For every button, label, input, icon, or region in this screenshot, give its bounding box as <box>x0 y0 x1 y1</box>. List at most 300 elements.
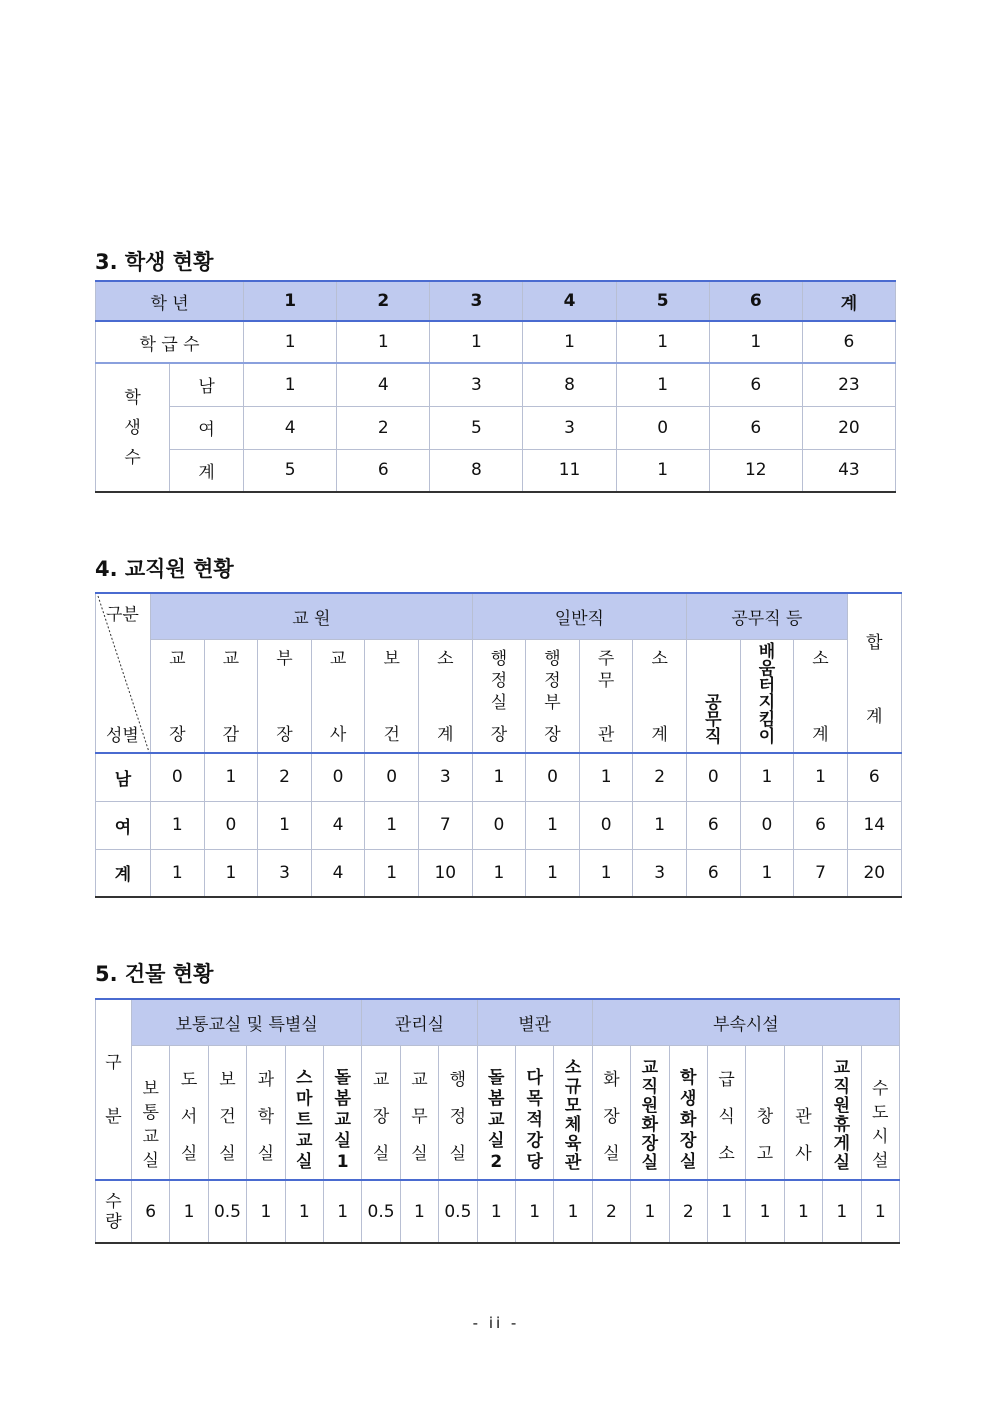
header-char: 사 <box>795 1144 812 1164</box>
header-char: 관 <box>795 1107 812 1127</box>
header-char: 모 <box>564 1096 582 1116</box>
staff-subheader-row <box>96 639 902 753</box>
table-cell: 1 <box>784 1180 822 1243</box>
header-char: 계 <box>812 725 829 745</box>
header-char: 원 <box>833 1096 851 1116</box>
building-col-header <box>515 1045 553 1180</box>
header-char: 교 <box>411 1070 428 1090</box>
header-char: 수 <box>872 1079 889 1099</box>
header-char: 주 <box>597 648 615 669</box>
header-char: 건 <box>383 725 400 745</box>
class-count-label: 학 급 수 <box>96 321 244 363</box>
header-char: 터 <box>758 676 776 696</box>
header-char: 사 <box>329 725 347 745</box>
col-header-bottom <box>687 695 740 746</box>
table-cell: 6 <box>794 801 848 849</box>
table-cell: 3 <box>633 849 687 897</box>
table-cell: 0 <box>526 753 580 801</box>
col-header-bottom <box>580 724 633 746</box>
header-char: 2 <box>490 1152 503 1172</box>
label-char: 수 <box>105 1191 122 1212</box>
header-total: 계 <box>802 281 895 321</box>
corner-char: 구 <box>105 1052 122 1073</box>
table-cell: 8 <box>430 449 523 492</box>
group-admin: 관리실 <box>362 999 477 1045</box>
table-cell: 1 <box>151 849 205 897</box>
header-char: 실 <box>372 1144 390 1164</box>
col-header-top <box>151 648 204 670</box>
building-col-header <box>170 1045 208 1180</box>
table-cell: 1 <box>554 1180 592 1243</box>
table-cell: 1 <box>400 1180 438 1243</box>
label-char: 수 <box>124 447 141 468</box>
table-row <box>96 801 902 849</box>
header-char: 창 <box>756 1107 774 1127</box>
group-facilities: 부속시설 <box>592 999 899 1045</box>
table-cell: 0 <box>579 801 633 849</box>
col-header-bottom <box>741 644 794 746</box>
header-char: 실 <box>411 1144 428 1164</box>
table-cell: 0.5 <box>208 1180 246 1243</box>
header-char: 설 <box>872 1151 889 1171</box>
row-label-total: 계 <box>170 449 244 492</box>
students-label <box>96 363 170 492</box>
col-header-bottom <box>526 724 579 746</box>
building-col-header <box>554 1045 592 1180</box>
header-char: 교 <box>334 1110 351 1130</box>
header-char: 장 <box>372 1107 390 1127</box>
header-char: 계 <box>437 725 454 745</box>
header-char: 장 <box>680 1131 697 1151</box>
table-cell: 14 <box>847 801 901 849</box>
row-label-male: 남 <box>170 363 244 406</box>
staff-col-header <box>472 639 526 753</box>
header-char: 통 <box>142 1103 159 1123</box>
building-corner <box>96 999 132 1180</box>
table-row <box>96 753 902 801</box>
header-char: 소 <box>718 1144 735 1164</box>
table-cell: 0 <box>311 753 365 801</box>
table-cell: 3 <box>418 753 472 801</box>
header-char: 교 <box>833 1058 851 1078</box>
col-header-top <box>258 648 311 670</box>
col-header-top <box>419 648 472 670</box>
staff-col-header <box>687 639 741 753</box>
header-grade-6: 6 <box>709 281 802 321</box>
table-cell: 1 <box>170 1180 208 1243</box>
building-group-row <box>96 999 900 1045</box>
table-cell: 0 <box>687 753 741 801</box>
table-cell: 1 <box>477 1180 515 1243</box>
header-char: 트 <box>296 1110 313 1130</box>
table-cell: 1 <box>258 801 312 849</box>
staff-col-header <box>740 639 794 753</box>
table-cell: 1 <box>151 801 205 849</box>
header-char: 교 <box>142 1127 159 1147</box>
header-char: 무 <box>411 1107 428 1127</box>
section-3-title: 3. 학생 현황 <box>95 250 214 274</box>
building-qty-row <box>96 1180 900 1243</box>
table-cell: 1 <box>365 849 419 897</box>
header-char: 원 <box>641 1096 659 1116</box>
header-grade-1: 1 <box>244 281 337 321</box>
table-cell: 0.5 <box>439 1180 477 1243</box>
class-count-row <box>96 321 896 363</box>
header-char: 규 <box>564 1077 582 1097</box>
header-char: 직 <box>641 1077 659 1097</box>
table-cell: 1 <box>523 321 616 363</box>
header-char: 행 <box>544 648 561 669</box>
table-cell: 4 <box>311 849 365 897</box>
header-char: 무 <box>705 710 722 730</box>
header-char: 실 <box>334 1131 351 1151</box>
header-char: 돌 <box>334 1068 351 1088</box>
corner-top-label: 구분 <box>106 605 139 625</box>
table-cell: 23 <box>802 363 895 406</box>
staff-col-header <box>311 639 365 753</box>
table-cell: 1 <box>633 801 687 849</box>
table-cell: 1 <box>579 753 633 801</box>
staff-col-header <box>526 639 580 753</box>
col-header-bottom <box>794 724 847 746</box>
col-header-top <box>312 648 365 670</box>
table-cell: 1 <box>204 753 258 801</box>
staff-col-header <box>365 639 419 753</box>
table-cell: 1 <box>472 849 526 897</box>
header-char: 봄 <box>334 1089 351 1109</box>
header-char: 학 <box>680 1068 697 1088</box>
header-char: 직 <box>705 727 722 747</box>
building-col-header <box>823 1045 861 1180</box>
table-cell: 0.5 <box>362 1180 400 1243</box>
table-row <box>96 406 896 449</box>
header-char: 건 <box>219 1107 236 1127</box>
header-char: 교 <box>222 648 240 669</box>
header-char: 실 <box>833 1153 851 1173</box>
col-header-bottom <box>151 724 204 746</box>
header-grade: 학 년 <box>96 281 244 321</box>
building-col-header <box>208 1045 246 1180</box>
col-header-top <box>365 648 418 670</box>
table-cell: 1 <box>323 1180 361 1243</box>
row-label: 남 <box>96 753 151 801</box>
building-col-header <box>669 1045 707 1180</box>
header-char: 부 <box>544 692 561 713</box>
section-4-title: 4. 교직원 현황 <box>95 557 234 581</box>
table-cell: 0 <box>472 801 526 849</box>
table-cell: 6 <box>132 1180 170 1243</box>
col-header-bottom <box>312 724 365 746</box>
header-char: 무 <box>597 670 615 691</box>
building-col-header <box>323 1045 361 1180</box>
table-cell: 1 <box>244 363 337 406</box>
header-char: 장 <box>544 725 561 745</box>
table-cell: 5 <box>430 406 523 449</box>
table-cell: 10 <box>418 849 472 897</box>
header-char: 급 <box>718 1070 735 1090</box>
table-cell: 3 <box>523 406 616 449</box>
table-cell: 4 <box>311 801 365 849</box>
header-char: 소 <box>812 648 829 669</box>
header-grade-5: 5 <box>616 281 709 321</box>
header-char: 휴 <box>833 1115 851 1135</box>
header-char: 실 <box>257 1144 275 1164</box>
table-cell: 6 <box>687 849 741 897</box>
header-char: 보 <box>142 1079 159 1099</box>
staff-col-header <box>579 639 633 753</box>
col-header-bottom <box>633 724 686 746</box>
label-char: 생 <box>124 417 141 438</box>
header-char: 지 <box>758 693 776 713</box>
header-char: 학 <box>257 1107 275 1127</box>
header-char: 장 <box>276 725 293 745</box>
header-char: 실 <box>680 1152 697 1172</box>
header-char: 보 <box>383 648 400 669</box>
table-row <box>96 849 902 897</box>
page-number: - ii - <box>472 1314 520 1332</box>
table-cell: 0 <box>365 753 419 801</box>
header-char: 교 <box>329 648 347 669</box>
table-cell: 1 <box>707 1180 745 1243</box>
table-cell: 6 <box>709 363 802 406</box>
header-char: 교 <box>372 1070 390 1090</box>
group-teachers: 교 원 <box>151 593 473 639</box>
header-char: 실 <box>449 1144 467 1164</box>
table-cell: 1 <box>740 849 794 897</box>
building-col-header <box>746 1045 784 1180</box>
col-header-top <box>633 648 686 670</box>
header-char: 당 <box>526 1152 543 1172</box>
table-cell: 2 <box>633 753 687 801</box>
table-cell: 2 <box>669 1180 707 1243</box>
label-char: 량 <box>105 1211 122 1232</box>
header-char: 부 <box>276 648 293 669</box>
header-char: 식 <box>718 1107 735 1127</box>
group-general: 일반직 <box>472 593 686 639</box>
table-cell: 0 <box>740 801 794 849</box>
header-char: 교 <box>488 1110 505 1130</box>
col-header-bottom <box>365 724 418 746</box>
staff-col-header <box>633 639 687 753</box>
header-char: 소 <box>437 648 454 669</box>
table-cell: 1 <box>740 753 794 801</box>
building-column-row <box>96 1045 900 1180</box>
building-table <box>95 998 900 1244</box>
header-grade-3: 3 <box>430 281 523 321</box>
table-cell: 0 <box>616 406 709 449</box>
header-char: 배 <box>758 642 776 662</box>
col-header-bottom <box>419 724 472 746</box>
building-col-header <box>784 1045 822 1180</box>
staff-col-header <box>258 639 312 753</box>
header-char: 봄 <box>488 1089 505 1109</box>
table-cell: 4 <box>244 406 337 449</box>
table-cell: 1 <box>472 753 526 801</box>
table-cell: 1 <box>515 1180 553 1243</box>
building-col-header <box>631 1045 669 1180</box>
group-classrooms: 보통교실 및 특별실 <box>132 999 362 1045</box>
header-char: 실 <box>180 1144 198 1164</box>
header-char: 교 <box>169 648 186 669</box>
table-cell: 2 <box>337 406 430 449</box>
student-table <box>95 280 896 493</box>
header-char: 체 <box>564 1115 582 1135</box>
building-col-header <box>285 1045 323 1180</box>
section-5-title: 5. 건물 현황 <box>95 962 214 986</box>
group-annex: 별관 <box>477 999 592 1045</box>
table-cell: 3 <box>430 363 523 406</box>
table-cell: 1 <box>244 321 337 363</box>
table-cell: 11 <box>523 449 616 492</box>
table-cell: 7 <box>418 801 472 849</box>
building-col-header <box>132 1045 170 1180</box>
header-char: 정 <box>490 670 508 691</box>
header-char: 장 <box>603 1107 620 1127</box>
building-col-header <box>707 1045 745 1180</box>
table-cell: 5 <box>244 449 337 492</box>
table-cell: 0 <box>204 801 258 849</box>
header-char: 보 <box>219 1070 236 1090</box>
table-cell: 1 <box>709 321 802 363</box>
staff-corner <box>96 593 151 753</box>
table-cell: 1 <box>204 849 258 897</box>
building-col-header <box>247 1045 285 1180</box>
header-char: 계 <box>651 725 668 745</box>
header-char: 이 <box>758 727 776 747</box>
staff-col-header <box>794 639 848 753</box>
col-header-top <box>473 648 526 714</box>
staff-header-row <box>96 593 902 639</box>
header-char: 고 <box>756 1144 774 1164</box>
header-char: 시 <box>872 1127 889 1147</box>
table-cell: 6 <box>337 449 430 492</box>
col-header-top <box>580 648 633 692</box>
header-char: 실 <box>142 1151 159 1171</box>
header-char: 강 <box>526 1131 543 1151</box>
header-char: 행 <box>490 648 508 669</box>
header-char: 도 <box>180 1070 198 1090</box>
header-char: 실 <box>603 1144 620 1164</box>
table-cell: 1 <box>794 753 848 801</box>
header-char: 공 <box>705 693 722 713</box>
col-header-bottom <box>205 724 258 746</box>
header-grade-2: 2 <box>337 281 430 321</box>
table-row <box>96 363 896 406</box>
building-col-header <box>400 1045 438 1180</box>
header-char: 장 <box>169 725 186 745</box>
header-char: 교 <box>641 1058 659 1078</box>
header-char: 도 <box>872 1103 889 1123</box>
table-row <box>96 449 896 492</box>
header-char: 실 <box>296 1152 313 1172</box>
row-label-female: 여 <box>170 406 244 449</box>
table-cell: 43 <box>802 449 895 492</box>
table-cell: 1 <box>616 449 709 492</box>
header-char: 생 <box>680 1089 697 1109</box>
header-char: 과 <box>257 1070 275 1090</box>
total-top-label: 합 <box>866 633 883 653</box>
col-header-bottom <box>473 724 526 746</box>
header-char: 움 <box>758 659 776 679</box>
table-cell: 20 <box>802 406 895 449</box>
label-char: 학 <box>124 387 141 408</box>
header-char: 관 <box>564 1153 582 1173</box>
staff-total-header <box>847 593 901 753</box>
staff-col-header <box>204 639 258 753</box>
header-char: 육 <box>564 1134 582 1154</box>
row-label: 여 <box>96 801 151 849</box>
corner-char: 분 <box>105 1106 122 1127</box>
table-cell: 1 <box>616 321 709 363</box>
header-char: 게 <box>833 1134 851 1154</box>
staff-col-header <box>151 639 205 753</box>
table-cell: 2 <box>258 753 312 801</box>
header-char: 직 <box>833 1077 851 1097</box>
table-cell: 1 <box>861 1180 899 1243</box>
header-char: 돌 <box>488 1068 505 1088</box>
table-cell: 2 <box>592 1180 630 1243</box>
header-char: 실 <box>219 1144 236 1164</box>
header-char: 적 <box>526 1110 543 1130</box>
staff-table <box>95 592 902 898</box>
header-char: 소 <box>564 1058 582 1078</box>
building-col-header <box>362 1045 400 1180</box>
table-cell: 1 <box>616 363 709 406</box>
header-char: 화 <box>680 1110 697 1130</box>
header-char: 킴 <box>758 710 776 730</box>
table-cell: 7 <box>794 849 848 897</box>
header-char: 화 <box>603 1070 620 1090</box>
building-col-header <box>592 1045 630 1180</box>
header-char: 장 <box>490 725 508 745</box>
header-char: 화 <box>641 1115 659 1135</box>
corner-bottom-label: 성별 <box>106 726 139 746</box>
table-cell: 1 <box>285 1180 323 1243</box>
header-char: 서 <box>180 1107 198 1127</box>
qty-label <box>96 1180 132 1243</box>
table-cell: 1 <box>579 849 633 897</box>
student-header-row <box>96 281 896 321</box>
building-col-header <box>861 1045 899 1180</box>
table-cell: 6 <box>802 321 895 363</box>
header-char: 마 <box>296 1089 313 1109</box>
col-header-top <box>794 648 847 670</box>
table-cell: 1 <box>631 1180 669 1243</box>
header-char: 실 <box>488 1131 505 1151</box>
table-cell: 4 <box>337 363 430 406</box>
header-char: 장 <box>641 1134 659 1154</box>
table-cell: 6 <box>709 406 802 449</box>
table-cell: 1 <box>823 1180 861 1243</box>
table-cell: 1 <box>365 801 419 849</box>
header-char: 감 <box>222 725 240 745</box>
table-cell: 1 <box>526 849 580 897</box>
header-char: 관 <box>597 725 615 745</box>
building-col-header <box>477 1045 515 1180</box>
group-public: 공무직 등 <box>687 593 848 639</box>
table-cell: 6 <box>687 801 741 849</box>
table-cell: 1 <box>430 321 523 363</box>
table-cell: 8 <box>523 363 616 406</box>
row-label: 계 <box>96 849 151 897</box>
table-cell: 20 <box>847 849 901 897</box>
table-cell: 1 <box>247 1180 285 1243</box>
header-char: 실 <box>641 1153 659 1173</box>
header-char: 교 <box>296 1131 313 1151</box>
header-grade-4: 4 <box>523 281 616 321</box>
col-header-bottom <box>258 724 311 746</box>
table-cell: 1 <box>337 321 430 363</box>
